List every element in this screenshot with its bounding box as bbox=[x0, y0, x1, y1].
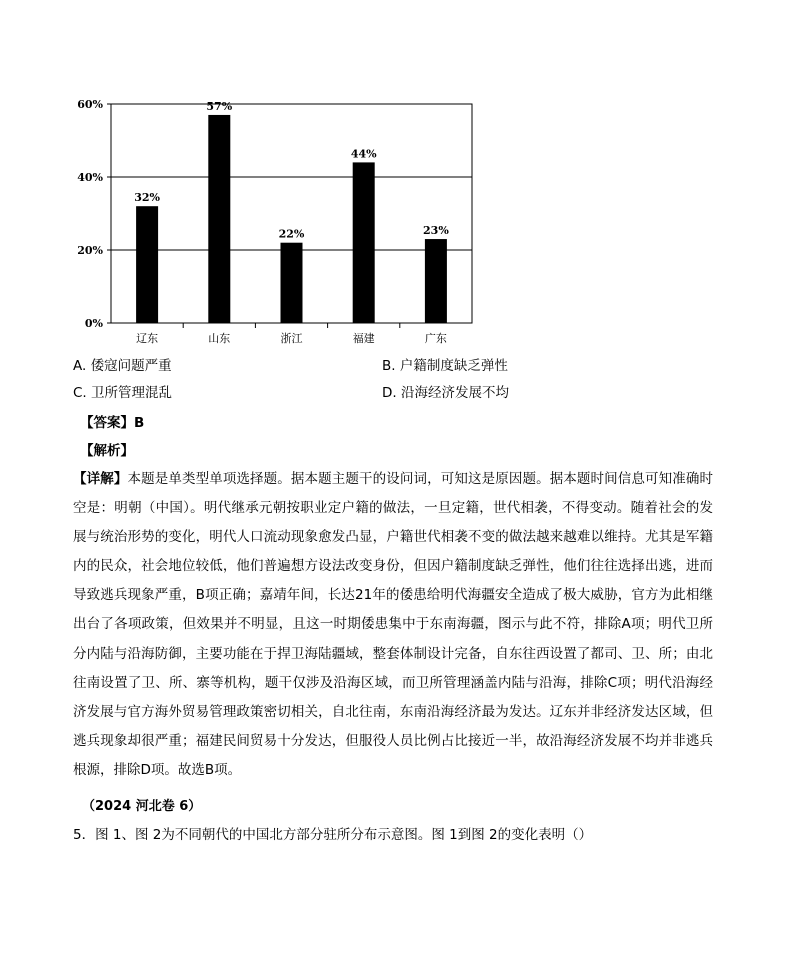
option-c: C. 卫所管理混乱 bbox=[73, 385, 173, 401]
answer-value: B bbox=[134, 415, 145, 431]
analysis-label: 【解析】 bbox=[80, 443, 134, 459]
bar bbox=[425, 239, 447, 323]
data-label: 44% bbox=[350, 147, 377, 161]
option-b: B. 户籍制度缺乏弹性 bbox=[382, 358, 508, 374]
detail-paragraph bbox=[73, 465, 713, 785]
x-category-label: 广东 bbox=[424, 332, 447, 345]
source-note: （2024 河北卷 6） bbox=[82, 799, 202, 814]
y-axis-ticks bbox=[77, 98, 111, 330]
chart-bars bbox=[134, 100, 449, 323]
bar bbox=[136, 206, 158, 323]
data-label: 23% bbox=[423, 224, 449, 238]
x-category-label: 辽东 bbox=[136, 332, 159, 345]
data-label: 22% bbox=[278, 227, 305, 241]
bar bbox=[281, 243, 303, 323]
option-a: A. 倭寇问题严重 bbox=[73, 358, 172, 374]
option-d: D. 沿海经济发展不均 bbox=[382, 385, 509, 401]
bar bbox=[353, 162, 375, 323]
y-tick-label: 20% bbox=[77, 244, 103, 257]
detail-text: 本题是单类型单项选择题。据本题主题干的设问词，可知这是原因题。据本题时间信息可知准确时空是：明朝（中国）。明代继承元朝按职业定户籍的做法，一旦定籍，世代相袭，不得变动。随着社会的发展与统治形势的变化，明代人口流动现象愈发凸显，户籍世代相袭不变的做法越来越难以维持。尤其是军籍内的民众，社会地位较低，他们普遍想方设法改变身份，但因户籍制度缺乏弹性，他们往往选择出逃，进而导致逃兵现象严重，B项正确；嘉靖年间，长达21年的倭患给明代海疆安全造成了极大威胁，官方为此相继出台了各项政策，但效果并不明显，且这一时期倭患集中于东南海疆，图示与此不符，排除A项；明代卫所分内陆与沿海防御，主要功能在于捍卫海陆疆域，整套体制设计完备，自东往西设置了都司、卫、所；由北往南设置了卫、所、寨等机构，题干仅涉及沿海区域，而卫所管理涵盖内陆与沿海，排除C项；明代沿海经济发展与官方海外贸易管理政策密切相关，自北往南，东南沿海经济最为发达。辽东并非经济发达区域，但逃兵现象却很严重；福建民间贸易十分发达，但服役人员比例占比接近一半，故沿海经济发展不均并非逃兵根源，排除D项。故选B项。 bbox=[73, 471, 714, 778]
x-axis-categories bbox=[136, 323, 447, 345]
question-5: 5．图 1、图 2为不同朝代的中国北方部分驻所分布示意图。图 1到图 2的变化表明（） bbox=[73, 827, 593, 843]
data-label: 57% bbox=[206, 99, 233, 113]
data-label: 32% bbox=[134, 191, 160, 205]
x-category-label: 山东 bbox=[208, 332, 231, 345]
bar-chart bbox=[60, 92, 480, 347]
answer-label: 【答案】 bbox=[80, 415, 134, 431]
x-category-label: 福建 bbox=[352, 332, 375, 345]
answer-line bbox=[80, 411, 144, 431]
y-tick-label: 40% bbox=[77, 171, 103, 184]
y-tick-label: 60% bbox=[77, 98, 103, 111]
bar bbox=[208, 115, 230, 323]
x-category-label: 浙江 bbox=[280, 332, 303, 345]
y-tick-label: 0% bbox=[84, 317, 103, 330]
detail-label: 【详解】 bbox=[73, 471, 128, 487]
